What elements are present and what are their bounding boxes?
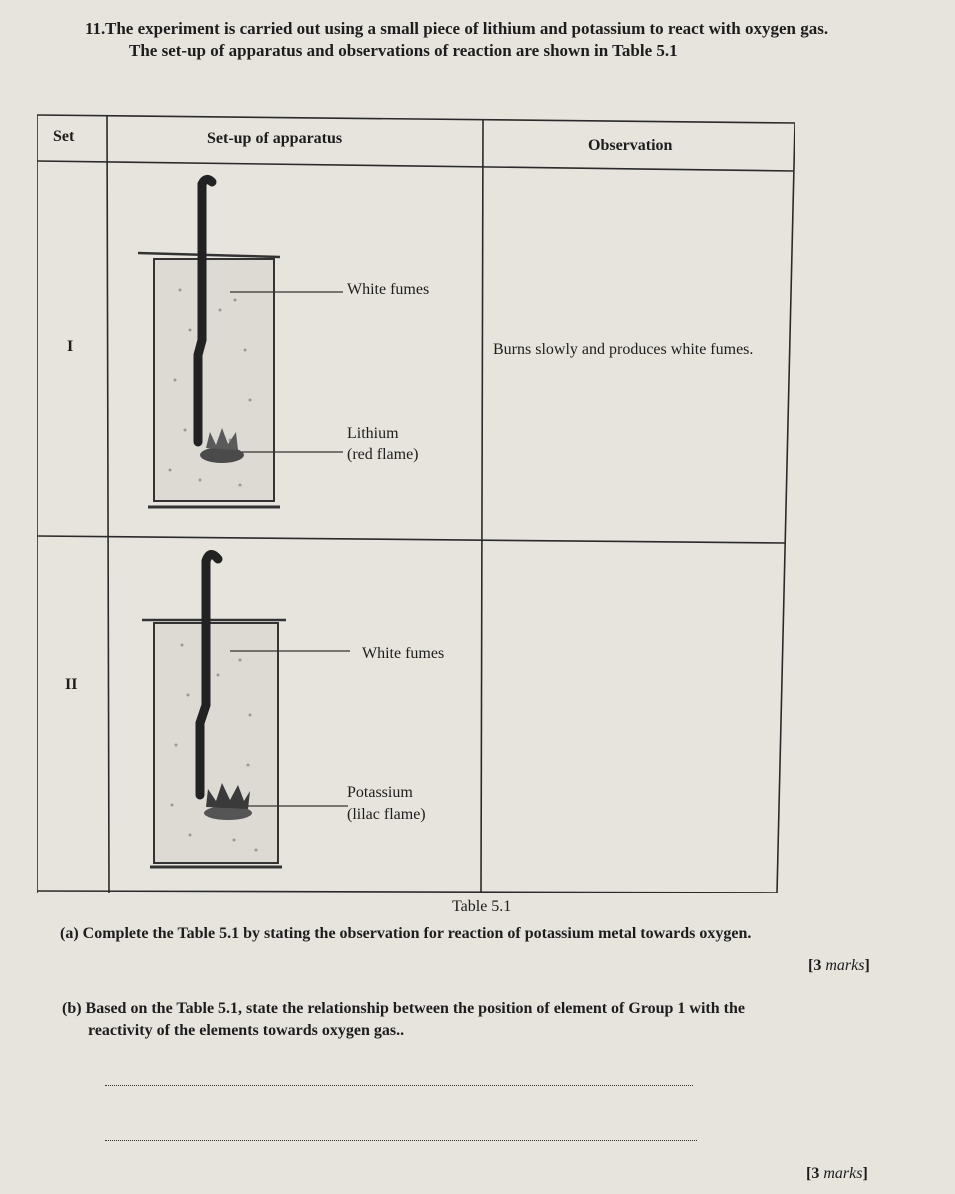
- row-1-set: I: [67, 338, 74, 355]
- col-divider-1: [107, 115, 109, 893]
- part-a-marks: [808, 957, 870, 975]
- jar-lid: [138, 253, 280, 257]
- apparatus-diagram-potassium: [130, 545, 370, 875]
- table-top-border: [37, 115, 795, 123]
- row-2-metal-label: Potassium: [347, 784, 413, 801]
- part-a-marks-word: marks: [825, 957, 865, 974]
- row-2-flame-label: (lilac flame): [347, 806, 426, 823]
- table-caption: Table 5.1: [452, 898, 512, 915]
- row-1-metal-label: Lithium: [347, 425, 399, 442]
- answer-line-1[interactable]: [105, 1085, 693, 1086]
- row-2-set: II: [65, 676, 78, 693]
- header-observation: Observation: [588, 137, 673, 154]
- part-a-marks-close: ]: [864, 957, 870, 974]
- header-set: Set: [53, 128, 75, 145]
- part-b-line-1: (b) Based on the Table 5.1, state the relationship between the position of element of Group 1 with the: [62, 1000, 745, 1017]
- part-b-marks: [806, 1165, 868, 1183]
- part-b-line-2: reactivity of the elements towards oxygen gas..: [88, 1022, 405, 1039]
- part-b-marks-open: [3: [806, 1165, 824, 1182]
- question-number: 11.: [85, 19, 106, 38]
- row-1-observation: Burns slowly and produces white fumes.: [493, 341, 754, 358]
- answer-line-2[interactable]: [105, 1140, 697, 1141]
- header-setup: Set-up of apparatus: [207, 130, 343, 147]
- table-right-border: [777, 123, 795, 893]
- row-divider: [37, 536, 785, 543]
- part-b-marks-word: marks: [823, 1165, 863, 1182]
- row-1-fumes-label: White fumes: [347, 281, 430, 298]
- part-b-text: [62, 998, 902, 1042]
- apparatus-diagram-lithium: [130, 170, 350, 520]
- gas-jar: [154, 259, 274, 501]
- row-1-flame-label: (red flame): [347, 446, 419, 463]
- question-heading: [85, 18, 935, 62]
- part-a-text: (a) Complete the Table 5.1 by stating the observation for reaction of potassium metal towards oxygen.: [60, 925, 752, 942]
- part-a-marks-open: [3: [808, 957, 826, 974]
- table-bottom-border: [37, 891, 777, 893]
- col-divider-2: [481, 119, 483, 893]
- gas-jar: [154, 623, 278, 863]
- part-b-marks-close: ]: [862, 1165, 868, 1182]
- row-2-fumes-label: White fumes: [362, 645, 445, 662]
- question-line-1: The experiment is carried out using a small piece of lithium and potassium to react with oxygen gas.: [105, 19, 829, 38]
- question-line-2: The set-up of apparatus and observations of reaction are shown in Table 5.1: [129, 41, 678, 60]
- row-2-observation-answer-cell[interactable]: [493, 560, 773, 880]
